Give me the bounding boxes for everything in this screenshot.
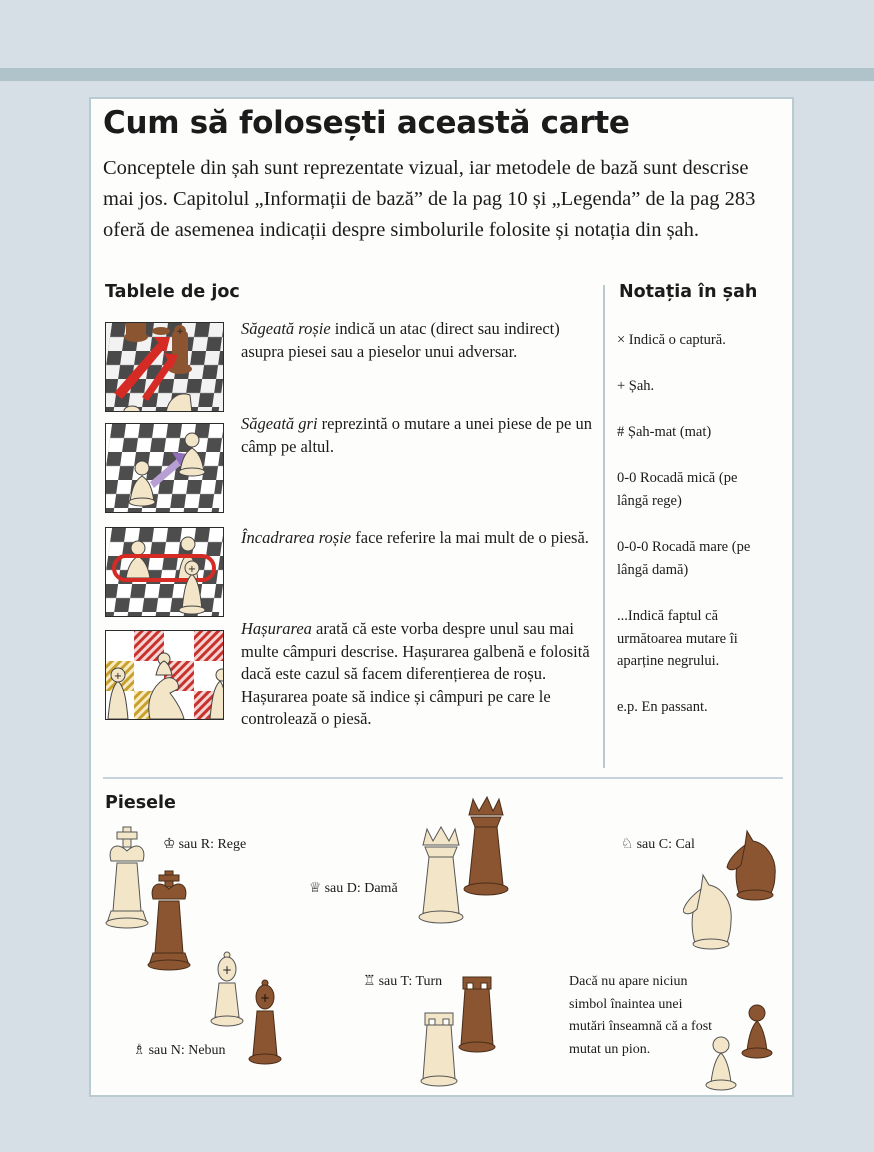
queen-label <box>309 880 398 897</box>
notation-capture: × Indică o captură. <box>617 332 726 348</box>
king-symbol-icon: ♔ <box>163 836 176 852</box>
knight-label-text: sau C: Cal <box>636 837 695 852</box>
intro-paragraph: Conceptele din șah sunt reprezentate vizual, iar metodele de bază sunt descrise mai jos. Capitolul „Informații de bază” de la pag 10 și „Legenda” de la pag 283 oferă de asemenea indicații despre simbolurile folosite și notația din șah. <box>103 157 756 241</box>
legend-text: face referire la mai mult de o piesă. <box>351 528 589 547</box>
board-red-frame-image <box>105 527 224 617</box>
knight-pieces-icon <box>683 823 783 953</box>
legend-red-arrow <box>241 318 593 363</box>
queen-label-text: sau D: Damă <box>324 881 398 896</box>
king-label-text: sau R: Rege <box>178 837 247 852</box>
board-red-arrow-image <box>105 322 224 412</box>
queen-symbol-icon: ♕ <box>309 880 322 896</box>
legend-gray-arrow <box>241 413 593 458</box>
column-divider <box>603 285 605 768</box>
page <box>89 97 794 1097</box>
notation-check: + Șah. <box>617 378 655 394</box>
knight-symbol-icon: ♘ <box>621 836 634 852</box>
notation-en-passant: e.p. En passant. <box>617 699 708 715</box>
legend-text: indică un atac (direct sau indirect) asupra piesei sau a pieselor unui adversar. <box>241 319 560 361</box>
notation-long-castle: 0-0-0 Rocadă mare (pe lângă damă) <box>617 539 751 578</box>
legend-hatching <box>241 618 593 731</box>
notation-black-move: ...Indică faptul că următoarea mutare îi aparține negrului. <box>617 608 738 669</box>
notation-checkmate: # Șah-mat (mat) <box>617 424 712 440</box>
notation-heading: Notația în șah <box>619 282 758 302</box>
rook-label-text: sau T: Turn <box>378 974 443 989</box>
bishop-label-text: sau N: Nebun <box>148 1043 226 1058</box>
legend-term: Hașurarea <box>241 619 312 638</box>
svg-text:+: + <box>113 671 123 682</box>
rook-symbol-icon: ♖ <box>363 973 376 989</box>
section-divider <box>103 777 783 779</box>
legend-text: reprezintă o mutare a unei piese de pe un câmp pe altul. <box>241 414 592 456</box>
legend-term: Săgeată roșie <box>241 319 331 338</box>
legend-term: Săgeată gri <box>241 414 318 433</box>
svg-text:+: + <box>176 327 184 337</box>
boards-heading: Tablele de joc <box>105 282 240 302</box>
legend-red-frame <box>241 527 593 550</box>
rook-pieces-icon <box>415 975 511 1093</box>
legend-text: arată că este vorba despre unul sau mai multe câmpuri descrise. Hașurarea galbenă e folosită dacă este cazul să facem diferențierea de roșu. Hașurarea poate să indice și câmpuri pe care le controlează o piesă. <box>241 619 590 728</box>
board-gray-arrow-image <box>105 423 224 513</box>
pawn-note: Dacă nu apare niciun simbol înaintea unei mutări înseamnă că a fost mutat un pion. <box>569 974 713 1057</box>
pieces-heading: Piesele <box>105 793 176 813</box>
pawn-pieces-icon <box>703 1001 783 1091</box>
bishop-symbol-icon: ♗ <box>133 1042 146 1058</box>
top-band <box>0 68 874 81</box>
legend-term: Încadrarea roșie <box>241 528 352 547</box>
bishop-label <box>133 1042 226 1059</box>
notation-short-castle: 0-0 Rocadă mică (pe lângă rege) <box>617 470 738 509</box>
svg-text:+: + <box>221 963 233 977</box>
queen-pieces-icon <box>417 793 517 929</box>
king-pieces-icon <box>103 823 203 973</box>
page-title: Cum să folosești această carte <box>103 105 630 141</box>
svg-text:+: + <box>187 564 197 575</box>
svg-text:+: + <box>259 991 271 1005</box>
board-hatching-image <box>105 630 224 720</box>
